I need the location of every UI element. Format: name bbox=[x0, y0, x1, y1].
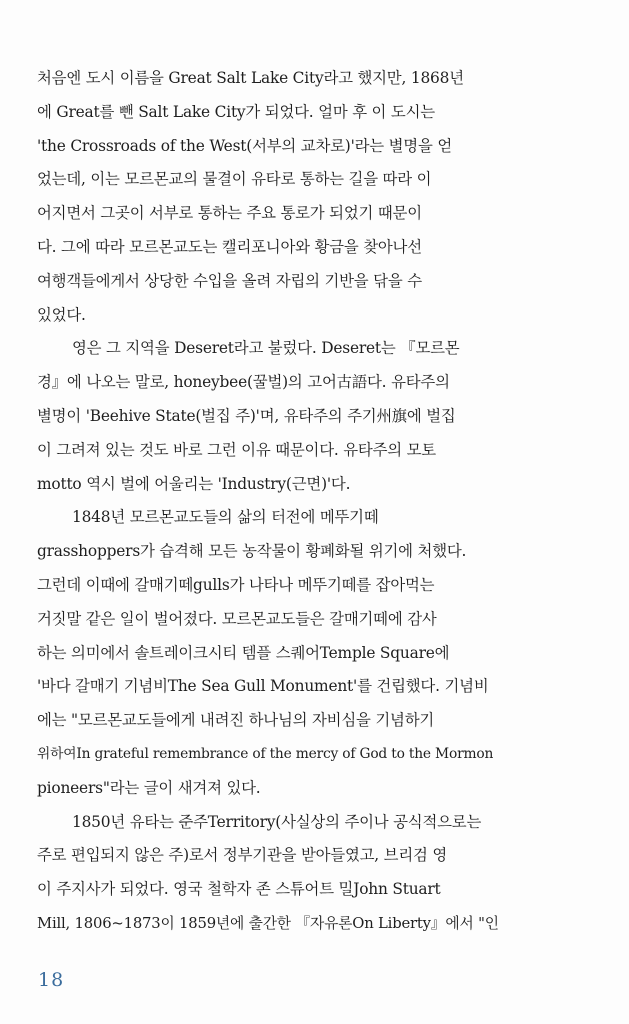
text-line: 영은 그 지역을 Deseret라고 불렀다. Deseret는 『모르몬 bbox=[72, 339, 460, 358]
text-line: pioneers"라는 글이 새겨져 있다. bbox=[37, 778, 261, 797]
text-line: 다. 그에 따라 모르몬교도는 캘리포니아와 황금을 찾아나선 bbox=[37, 237, 422, 256]
text-line: grasshoppers가 습격해 모든 농작물이 황폐화될 위기에 처했다. bbox=[37, 542, 467, 561]
text-line: 어지면서 그곳이 서부로 통하는 주요 통로가 되었기 때문이 bbox=[37, 204, 422, 223]
text-line: 있었다. bbox=[37, 305, 86, 324]
text-line: 이 주지사가 되었다. 영국 철학자 존 스튜어트 밀John Stuart bbox=[37, 880, 441, 899]
text-line: 1850년 유타는 준주Territory(사실상의 주이나 공식적으로는 bbox=[72, 812, 482, 831]
page-number: 18 bbox=[38, 969, 65, 991]
text-line: 별명이 'Beehive State(벌집 주)'며, 유타주의 주기州旗에 벌집 bbox=[37, 406, 456, 425]
text-line: motto 역시 벌에 어울리는 'Industry(근면)'다. bbox=[37, 474, 351, 493]
text-line: 하는 의미에서 솔트레이크시티 템플 스퀘어Temple Square에 bbox=[37, 643, 450, 662]
text-line: 'the Crossroads of the West(서부의 교차로)'라는 별명을 얻 bbox=[37, 136, 452, 155]
text-line: 이 그려져 있는 것도 바로 그런 이유 때문이다. 유타주의 모토 bbox=[37, 440, 436, 459]
text-line: 그런데 이때에 갈매기떼gulls가 나타나 메뚜기떼를 잡아먹는 bbox=[37, 575, 435, 594]
text-line: 여행객들에게서 상당한 수입을 올려 자립의 기반을 닦을 수 bbox=[37, 271, 422, 290]
text-line: 처음엔 도시 이름을 Great Salt Lake City라고 했지만, 1868년 bbox=[37, 69, 464, 87]
text-line: 었는데, 이는 모르몬교의 물결이 유타로 통하는 길을 따라 이 bbox=[37, 170, 432, 189]
body-text bbox=[37, 62, 499, 941]
text-line: 경』에 나오는 말로, honeybee(꿀벌)의 고어古語다. 유타주의 bbox=[37, 373, 450, 392]
text-line: 에는 "모르몬교도들에게 내려진 하나님의 자비심을 기념하기 bbox=[37, 711, 435, 730]
text-line: '바다 갈매기 기념비The Sea Gull Monument'를 건립했다. 기념비 bbox=[37, 677, 489, 696]
text-line: 에 Great를 뺀 Salt Lake City가 되었다. 얼마 후 이 도시는 bbox=[37, 102, 435, 121]
text-line: 주로 편입되지 않은 주)로서 정부기관을 받아들였고, 브리검 영 bbox=[37, 846, 448, 865]
text-line: Mill, 1806~1873이 1859년에 출간한 『자유론On Liberty』에서 "인 bbox=[37, 914, 499, 932]
text-line: 위하여In grateful remembrance of the mercy of God to the Mormon bbox=[37, 745, 494, 762]
text-line: 거짓말 같은 일이 벌어졌다. 모르몬교도들은 갈매기떼에 감사 bbox=[37, 609, 437, 628]
text-line: 1848년 모르몬교도들의 삶의 터전에 메뚜기떼 bbox=[72, 508, 379, 527]
